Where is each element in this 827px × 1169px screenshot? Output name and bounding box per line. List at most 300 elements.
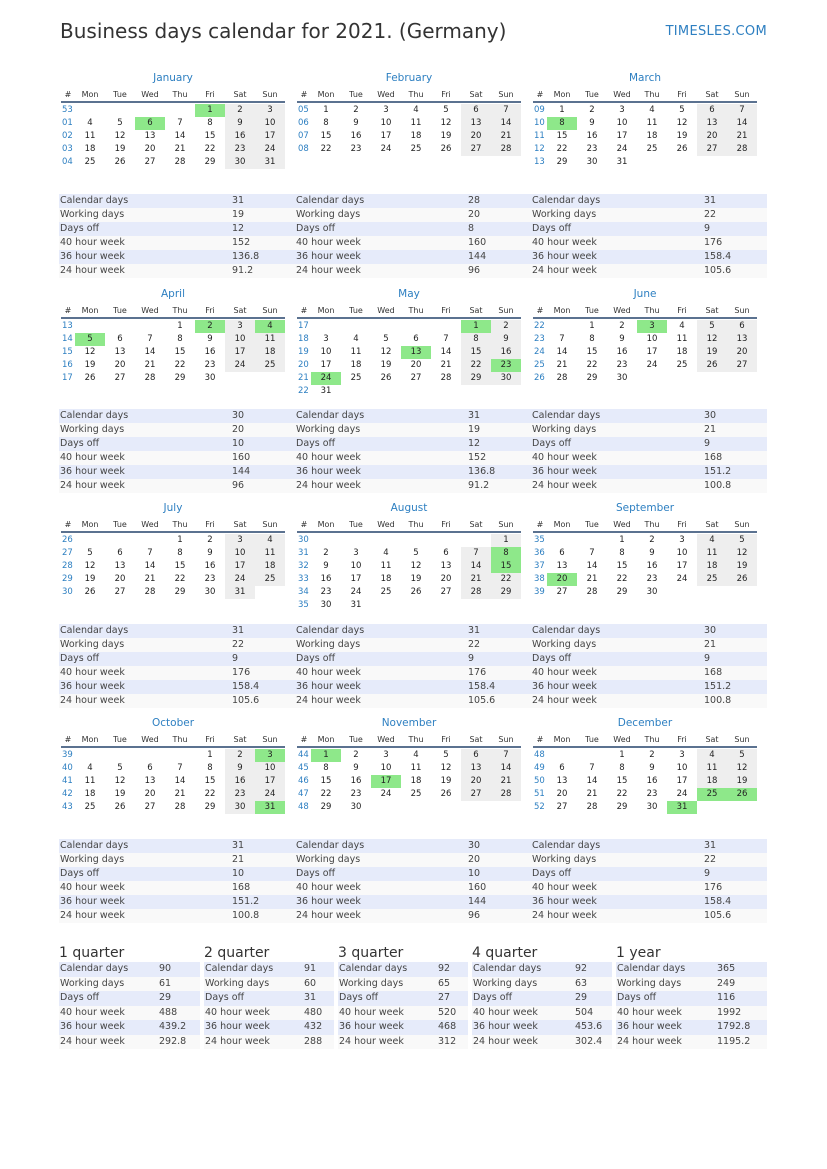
- weekday-label: Wed: [141, 735, 159, 744]
- summary-row: [616, 991, 767, 1006]
- day-cell: 24: [255, 788, 285, 801]
- day-cell: 15: [174, 561, 186, 571]
- stat-value: 158.4: [704, 251, 732, 262]
- day-cell: 29: [174, 587, 186, 597]
- stat-value: 9: [704, 868, 711, 879]
- weekday-label: Sat: [469, 306, 483, 315]
- stat-row: [531, 208, 767, 222]
- day-cell: 25: [350, 373, 362, 383]
- week-row: [297, 560, 521, 573]
- month-stats: [295, 624, 531, 708]
- week-row: [297, 534, 521, 547]
- summary-label: 24 hour week: [617, 1035, 682, 1047]
- day-cell: 4: [413, 750, 419, 760]
- day-cell: 22: [461, 359, 491, 372]
- day-cell: 12: [380, 347, 392, 357]
- summary-row: [616, 1035, 767, 1050]
- summary-label: 40 hour week: [473, 1006, 538, 1018]
- stat-value: 30: [704, 625, 717, 636]
- day-cell: 10: [255, 117, 285, 130]
- stat-row: [295, 666, 531, 680]
- day-cell: 28: [144, 373, 156, 383]
- stat-row: [59, 479, 295, 493]
- week-number: 17: [62, 373, 73, 383]
- stat-value: 21: [704, 424, 717, 435]
- empty-cell: [225, 372, 255, 385]
- summary-value: 302.4: [575, 1035, 603, 1047]
- day-cell: 23: [491, 359, 521, 372]
- day-cell: 10: [225, 333, 255, 346]
- day-cell: 30: [320, 600, 332, 610]
- stat-value: 9: [232, 653, 239, 664]
- day-cell: 23: [646, 789, 658, 799]
- week-row: [297, 801, 521, 814]
- day-cell: 21: [440, 360, 452, 370]
- month-november: [297, 716, 521, 814]
- summary-value: 29: [159, 992, 172, 1003]
- week-number: 42: [62, 789, 73, 799]
- stat-row: [531, 680, 767, 694]
- month-name: April: [161, 288, 185, 300]
- summary-rows: [472, 962, 612, 1049]
- stat-label: Calendar days: [532, 410, 601, 421]
- day-cell: 15: [174, 347, 186, 357]
- day-cell: 13: [440, 561, 452, 571]
- month-september: [533, 501, 757, 599]
- week-number: 21: [298, 373, 309, 383]
- day-cell: 7: [491, 104, 521, 117]
- stat-label: 24 hour week: [60, 480, 125, 491]
- week-row: [61, 762, 285, 775]
- stat-label: Days off: [532, 223, 572, 234]
- week-row: [297, 104, 521, 117]
- weekday-label: Mon: [81, 90, 99, 99]
- summary-row: [616, 1020, 767, 1035]
- day-cell: 18: [84, 144, 96, 154]
- weekday-label: Thu: [644, 306, 660, 315]
- stat-value: 158.4: [232, 681, 260, 692]
- day-cell: 1: [195, 104, 225, 117]
- stat-label: 24 hour week: [60, 695, 125, 706]
- stat-label: Working days: [532, 424, 597, 435]
- empty-cell: [75, 320, 105, 333]
- stat-row: [59, 638, 295, 652]
- day-cell: 21: [491, 775, 521, 788]
- day-cell: 20: [144, 144, 156, 154]
- weekday-label: Sat: [233, 90, 247, 99]
- weekday-header: [533, 305, 757, 319]
- week-number: 25: [534, 360, 545, 370]
- summary-value: 92: [575, 963, 588, 974]
- weekday-label: Sun: [262, 90, 278, 99]
- week-number: 38: [534, 574, 545, 584]
- day-cell: 22: [174, 360, 186, 370]
- day-cell: 9: [589, 118, 595, 128]
- weekday-label: #: [300, 90, 308, 99]
- stat-label: Working days: [60, 639, 125, 650]
- stat-value: 28: [468, 195, 481, 206]
- stat-value: 31: [704, 195, 717, 206]
- month-june: [533, 287, 757, 385]
- stat-label: Working days: [532, 639, 597, 650]
- day-cell: 8: [547, 117, 577, 130]
- week-number: 24: [534, 347, 545, 357]
- summary-title: 4 quarter: [472, 945, 538, 961]
- day-cell: 31: [225, 586, 255, 599]
- day-cell: 11: [84, 131, 96, 141]
- day-cell: 17: [676, 776, 688, 786]
- stat-row: [59, 652, 295, 666]
- stat-row: [59, 881, 295, 895]
- stat-label: Calendar days: [296, 410, 365, 421]
- stat-row: [531, 638, 767, 652]
- month-stats: [531, 624, 767, 708]
- day-cell: 6: [461, 749, 491, 762]
- stat-row: [531, 624, 767, 638]
- day-cell: 22: [616, 789, 628, 799]
- day-cell: 18: [697, 775, 727, 788]
- day-cell: 11: [255, 333, 285, 346]
- day-cell: 16: [225, 775, 255, 788]
- empty-cell: [401, 320, 431, 333]
- stat-row: [295, 624, 531, 638]
- day-cell: 20: [440, 574, 452, 584]
- day-cell: 11: [676, 334, 688, 344]
- stat-row: [295, 465, 531, 479]
- day-cell: 20: [461, 775, 491, 788]
- day-cell: 4: [255, 534, 285, 547]
- day-cell: 9: [225, 117, 255, 130]
- week-row: [533, 143, 757, 156]
- day-cell: 22: [556, 144, 568, 154]
- weekday-label: #: [300, 735, 308, 744]
- day-cell: 5: [443, 750, 449, 760]
- summary-label: Days off: [473, 992, 513, 1003]
- day-cell: 21: [556, 360, 568, 370]
- stat-row: [531, 194, 767, 208]
- stat-value: 144: [468, 251, 487, 262]
- day-cell: 19: [84, 360, 96, 370]
- week-number: 29: [62, 574, 73, 584]
- day-cell: 14: [174, 776, 186, 786]
- day-cell: 22: [616, 574, 628, 584]
- day-cell: 25: [646, 144, 658, 154]
- stat-value: 151.2: [704, 466, 732, 477]
- stat-row: [531, 909, 767, 923]
- day-cell: 3: [225, 320, 255, 333]
- day-cell: 29: [616, 802, 628, 812]
- stat-value: 144: [468, 896, 487, 907]
- day-cell: 19: [84, 574, 96, 584]
- day-cell: 18: [350, 360, 362, 370]
- day-cell: 6: [559, 763, 565, 773]
- day-cell: 22: [204, 789, 216, 799]
- day-cell: 31: [350, 600, 362, 610]
- week-row: [61, 534, 285, 547]
- weekday-label: Sun: [262, 735, 278, 744]
- stat-label: 40 hour week: [532, 667, 597, 678]
- stat-row: [59, 194, 295, 208]
- stat-row: [59, 264, 295, 278]
- day-cell: 20: [556, 789, 568, 799]
- stat-label: 36 hour week: [296, 681, 361, 692]
- stat-label: 24 hour week: [296, 695, 361, 706]
- summary-label: Days off: [205, 992, 245, 1003]
- day-cell: 19: [440, 131, 452, 141]
- stat-row: [295, 437, 531, 451]
- day-cell: 5: [697, 320, 727, 333]
- week-row: [297, 749, 521, 762]
- summary-row: [59, 1006, 200, 1021]
- day-cell: 29: [204, 802, 216, 812]
- day-cell: 22: [174, 574, 186, 584]
- day-cell: 2: [619, 321, 625, 331]
- day-cell: 2: [323, 548, 329, 558]
- day-cell: 13: [727, 333, 757, 346]
- weekday-label: Wed: [377, 306, 395, 315]
- summary-row: [472, 977, 612, 992]
- week-row: [61, 117, 285, 130]
- day-cell: 10: [616, 118, 628, 128]
- day-cell: 13: [697, 117, 727, 130]
- weekday-label: Tue: [113, 520, 127, 529]
- day-cell: 21: [727, 130, 757, 143]
- day-cell: 25: [676, 360, 688, 370]
- week-number: 31: [298, 548, 309, 558]
- empty-cell: [75, 749, 105, 762]
- day-cell: 29: [174, 373, 186, 383]
- week-row: [297, 359, 521, 372]
- day-cell: 12: [727, 547, 757, 560]
- day-cell: 5: [443, 105, 449, 115]
- day-cell: 10: [380, 763, 392, 773]
- day-cell: 7: [727, 104, 757, 117]
- stat-value: 22: [704, 854, 717, 865]
- stat-row: [59, 895, 295, 909]
- week-number: 13: [534, 157, 545, 167]
- summary-label: Days off: [617, 992, 657, 1003]
- month-stats: [59, 409, 295, 493]
- summary-1-year: [616, 945, 767, 1049]
- week-row: [533, 573, 757, 586]
- day-cell: 1: [207, 750, 213, 760]
- day-cell: 8: [619, 763, 625, 773]
- empty-cell: [75, 534, 105, 547]
- week-number: 16: [62, 360, 73, 370]
- summary-value: 292.8: [159, 1035, 187, 1047]
- empty-cell: [667, 586, 697, 599]
- day-cell: 7: [177, 118, 183, 128]
- stat-row: [59, 465, 295, 479]
- stat-value: 176: [468, 667, 487, 678]
- month-name: June: [633, 288, 657, 300]
- weekday-label: Tue: [349, 90, 363, 99]
- stat-row: [531, 409, 767, 423]
- week-number: 48: [298, 802, 309, 812]
- summary-value: 1195.2: [717, 1035, 751, 1047]
- day-cell: 19: [380, 360, 392, 370]
- day-cell: 19: [440, 776, 452, 786]
- day-cell: 4: [255, 320, 285, 333]
- stat-row: [59, 867, 295, 881]
- stat-row: [531, 652, 767, 666]
- month-name: February: [385, 72, 433, 84]
- month-february: [297, 71, 521, 156]
- weekday-label: Tue: [113, 735, 127, 744]
- day-cell: 17: [255, 130, 285, 143]
- stat-value: 158.4: [468, 681, 496, 692]
- weekday-label: Tue: [585, 90, 599, 99]
- stat-row: [531, 423, 767, 437]
- day-cell: 30: [491, 372, 521, 385]
- day-cell: 30: [204, 373, 216, 383]
- summary-label: 24 hour week: [205, 1035, 270, 1047]
- day-cell: 8: [207, 118, 213, 128]
- day-cell: 22: [491, 573, 521, 586]
- stat-value: 160: [468, 882, 487, 893]
- summary-label: Working days: [60, 977, 125, 989]
- day-cell: 16: [586, 131, 598, 141]
- stat-value: 100.8: [232, 910, 260, 921]
- day-cell: 15: [320, 776, 332, 786]
- month-stats: [531, 194, 767, 278]
- week-row: [533, 333, 757, 346]
- weekday-label: #: [300, 520, 308, 529]
- summary-label: Working days: [617, 977, 682, 989]
- site-logo-link[interactable]: TIMESLES.COM: [665, 24, 767, 39]
- day-cell: 30: [225, 156, 255, 169]
- week-row: [533, 788, 757, 801]
- stat-label: 24 hour week: [532, 695, 597, 706]
- weekday-label: #: [64, 306, 72, 315]
- week-row: [297, 346, 521, 359]
- empty-cell: [727, 586, 757, 599]
- stat-label: 36 hour week: [532, 681, 597, 692]
- day-cell: 14: [144, 347, 156, 357]
- stat-label: 40 hour week: [296, 452, 361, 463]
- day-cell: 3: [225, 534, 255, 547]
- day-cell: 19: [697, 346, 727, 359]
- summary-row: [59, 962, 200, 977]
- day-cell: 11: [410, 763, 422, 773]
- week-row: [533, 320, 757, 333]
- week-number: 43: [62, 802, 73, 812]
- day-cell: 11: [697, 762, 727, 775]
- summary-value: 29: [575, 992, 588, 1003]
- summary-row: [472, 962, 612, 977]
- day-cell: 13: [144, 776, 156, 786]
- day-cell: 18: [380, 574, 392, 584]
- day-cell: 13: [114, 347, 126, 357]
- day-cell: 15: [616, 561, 628, 571]
- day-cell: 4: [383, 548, 389, 558]
- stat-value: 91.2: [468, 480, 490, 491]
- weekday-label: Thu: [408, 520, 424, 529]
- empty-cell: [311, 320, 341, 333]
- week-number: 37: [534, 561, 545, 571]
- day-cell: 3: [637, 320, 667, 333]
- day-cell: 5: [117, 118, 123, 128]
- day-cell: 30: [225, 801, 255, 814]
- month-stats: [59, 194, 295, 278]
- day-cell: 14: [491, 117, 521, 130]
- week-row: [61, 372, 285, 385]
- day-cell: 12: [727, 762, 757, 775]
- summary-row: [616, 977, 767, 992]
- day-cell: 11: [350, 347, 362, 357]
- stat-row: [295, 694, 531, 708]
- weekday-label: #: [536, 90, 544, 99]
- weekday-header: [61, 519, 285, 533]
- day-cell: 6: [147, 763, 153, 773]
- stat-label: 36 hour week: [296, 251, 361, 262]
- summary-value: 116: [717, 992, 736, 1003]
- stat-label: Days off: [296, 223, 336, 234]
- day-cell: 25: [255, 573, 285, 586]
- day-cell: 9: [225, 762, 255, 775]
- week-number: 39: [534, 587, 545, 597]
- stat-label: 40 hour week: [60, 237, 125, 248]
- summary-rows: [616, 962, 767, 1049]
- week-number: 11: [534, 131, 545, 141]
- stat-row: [531, 881, 767, 895]
- stat-value: 20: [232, 424, 245, 435]
- day-cell: 30: [586, 157, 598, 167]
- day-cell: 4: [353, 334, 359, 344]
- day-cell: 30: [204, 587, 216, 597]
- day-cell: 3: [323, 334, 329, 344]
- day-cell: 12: [84, 347, 96, 357]
- weekday-label: Wed: [377, 90, 395, 99]
- stat-label: 36 hour week: [60, 466, 125, 477]
- day-cell: 20: [114, 574, 126, 584]
- day-cell: 28: [586, 587, 598, 597]
- empty-cell: [341, 534, 371, 547]
- weekday-label: Tue: [113, 306, 127, 315]
- summary-value: 27: [438, 992, 451, 1003]
- day-cell: 26: [114, 802, 126, 812]
- empty-cell: [431, 801, 461, 814]
- day-cell: 8: [177, 334, 183, 344]
- day-cell: 10: [255, 762, 285, 775]
- month-name: August: [390, 502, 428, 514]
- weekday-label: #: [536, 735, 544, 744]
- stat-label: Calendar days: [296, 625, 365, 636]
- day-cell: 13: [556, 776, 568, 786]
- day-cell: 18: [255, 346, 285, 359]
- day-cell: 13: [401, 346, 431, 359]
- weekday-header: [61, 734, 285, 748]
- stat-value: 160: [232, 452, 251, 463]
- stat-label: Calendar days: [60, 625, 129, 636]
- stat-value: 30: [232, 410, 245, 421]
- day-cell: 7: [443, 334, 449, 344]
- day-cell: 2: [207, 535, 213, 545]
- weekday-header: [297, 305, 521, 319]
- summary-value: 249: [717, 977, 736, 989]
- summary-value: 288: [304, 1035, 323, 1047]
- day-cell: 21: [174, 144, 186, 154]
- day-cell: 23: [225, 788, 255, 801]
- stat-row: [295, 839, 531, 853]
- day-cell: 10: [646, 334, 658, 344]
- summary-row: [338, 991, 468, 1006]
- weekday-label: Wed: [377, 520, 395, 529]
- weekday-label: Mon: [553, 735, 571, 744]
- week-number: 52: [534, 802, 545, 812]
- month-stats: [59, 624, 295, 708]
- stat-label: Calendar days: [60, 840, 129, 851]
